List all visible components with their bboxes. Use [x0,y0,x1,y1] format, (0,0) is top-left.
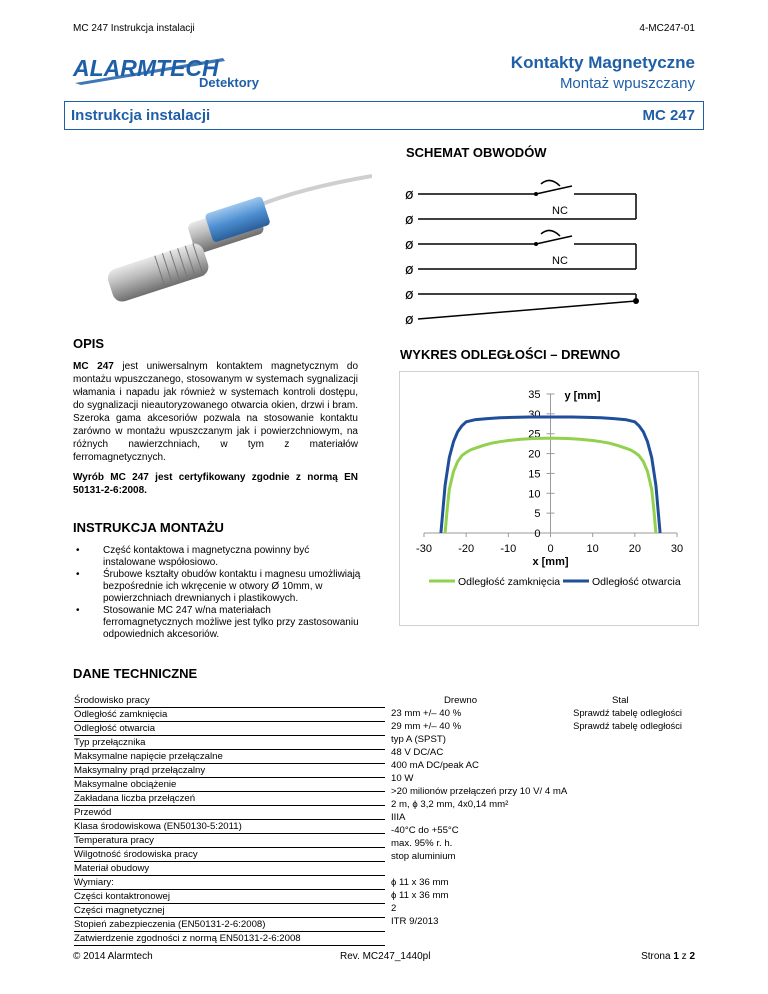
spec-value: ϕ 11 x 36 mm [391,890,449,901]
opis-certification: Wyrób MC 247 jest certyfikowany zgodnie z normą EN 50131-2-6:2008. [73,472,358,496]
distance-chart [399,371,699,626]
y-tick-label: 20 [528,448,541,461]
banner-right: MC 247 [642,107,695,124]
spec-value: max. 95% r. h. [391,838,453,849]
x-tick-label: 0 [547,543,554,555]
svg-text:ø: ø [405,187,414,203]
nc-label-2: NC [552,255,568,267]
stal-closing: Sprawdź tabelę odległości [573,707,682,718]
x-axis-label: x [mm] [532,556,569,568]
spec-label: Zakładana liczba przełączeń [74,792,385,806]
opis-product-name: MC 247 [73,361,114,372]
footer-page [641,951,695,962]
header-doc-name: MC 247 Instrukcja instalacji [73,23,195,34]
header-doc-code: 4-MC247-01 [639,23,695,34]
y-tick-label: 5 [534,508,541,521]
spec-value: IIIA [391,812,406,823]
spec-label: Stopień zabezpieczenia (EN50131-2-6:2008) [74,918,385,932]
alarmtech-logo [73,55,259,91]
footer-copyright: © 2014 Alarmtech [73,951,153,962]
dane-title: DANE TECHNICZNE [73,666,198,681]
footer-page-prefix: Strona [641,951,674,962]
y-tick-label: 30 [528,408,541,421]
svg-text:ø: ø [405,312,414,328]
spec-label: Maksymalne napięcie przełączalne [74,750,385,764]
x-tick-label: 10 [586,543,599,555]
legend-label: Odległość zamknięcia [458,576,561,588]
footer-page-number: 1 [673,951,679,962]
spec-value: ITR 9/2013 [391,916,439,927]
x-tick-label: -10 [500,543,517,555]
stal-opening: Sprawdź tabelę odległości [573,720,682,731]
spec-label: Zatwierdzenie zgodności z normą EN50131-2-6:2008 [74,932,385,946]
svg-text:ø: ø [405,212,414,228]
spec-label: Odległość otwarcia [74,722,385,736]
spec-value [391,863,701,876]
spec-label: Części magnetycznej [74,904,385,918]
spec-value: 48 V DC/AC [391,747,444,758]
y-tick-label: 15 [528,468,541,481]
montaz-item: • Część kontaktowa i magnetyczna powinny być instalowane współosiowo. [73,545,363,569]
spec-label: Środowisko pracy [74,694,385,708]
schema-title: SCHEMAT OBWODÓW [406,145,547,160]
legend-label: Odległość otwarcia [592,576,681,588]
spec-labels [74,694,385,946]
nc-label-1: NC [552,205,568,217]
svg-text:ø: ø [405,287,414,303]
spec-label: Maksymalny prąd przełączalny [74,764,385,778]
y-tick-label: 25 [528,428,541,441]
spec-value: typ A (SPST) [391,734,446,745]
y-axis-label: y [mm] [564,390,601,402]
y-tick-label: 35 [528,389,541,401]
spec-label: Wilgotność środowiska pracy [74,848,385,862]
logo-wordmark: ALARMTECH [73,55,219,81]
x-tick-label: -20 [458,543,475,555]
doc-title: Kontakty Magnetyczne [510,53,695,72]
spec-value: 23 mm +/– 40 % [391,708,462,719]
spec-label: Przewód [74,806,385,820]
spec-value: -40°C do +55°C [391,825,459,836]
opis-paragraph [73,360,358,464]
spec-value: 400 mA DC/peak AC [391,760,479,771]
spec-value: ϕ 11 x 36 mm [391,877,449,888]
spec-value: 2 [391,903,397,914]
banner-left: Instrukcja instalacji [71,107,211,124]
x-tick-label: -30 [416,543,432,555]
logo-subtitle: Detektory [199,75,259,90]
spec-label: Części kontaktronowej [74,890,385,904]
spec-label: Odległość zamknięcia [74,708,385,722]
spec-label: Wymiary: [74,876,385,890]
spec-value: 29 mm +/– 40 % [391,721,462,732]
spec-label: Typ przełącznika [74,736,385,750]
col-stal: Stal [612,695,629,706]
spec-label: Klasa środowiskowa (EN50130-5:2011) [74,820,385,834]
y-tick-label: 10 [528,488,541,501]
product-photo [72,146,372,326]
montaz-list [73,545,363,641]
spec-value: >20 milionów przełączeń przy 10 V/ 4 mA [391,786,568,797]
spec-label: Temperatura pracy [74,834,385,848]
spec-value: 2 m, ϕ 3,2 mm, 4x0,14 mm² [391,799,509,810]
spec-label: Maksymalne obciążenie [74,778,385,792]
montaz-item: • Śrubowe kształty obudów kontaktu i magnesu umożliwiają bezpośrednie ich wkręcenie w otwory Ø 10mm, w powierzchniach drewnianych i plastikowych. [73,569,363,605]
footer-page-of: z [678,951,690,962]
spec-value: stop aluminium [391,851,456,862]
doc-subtitle: Montaż wpuszczany [559,75,695,92]
svg-text:ø: ø [405,262,414,278]
montaz-item: • Stosowanie MC 247 w/na materiałach ferromagnetycznych możliwe jest tylko przy zastosowaniu odpowiednich akcesoriów. [73,605,363,641]
spec-label: Materiał obudowy [74,862,385,876]
x-tick-label: 30 [670,543,684,555]
footer-revision: Rev. MC247_1440pl [340,951,431,962]
col-drewno: Drewno [444,695,478,706]
circuit-diagram [400,178,650,328]
svg-text:ø: ø [405,237,414,253]
y-tick-label: 0 [534,528,541,540]
x-tick-label: 20 [628,543,641,555]
spec-value: 10 W [391,773,414,784]
opis-title: OPIS [73,336,105,351]
opis-text: jest uniwersalnym kontaktem magnetycznym do montażu wpuszczanego, stosowanym w systemach sygnalizacji włamania i napadu jak również w systemach kontroli dostępu, do sygnalizacji nieautoryzowanego otwarcia okien, drzwi i bram. Szeroka gama akcesoriów pozwala na stosowanie kontaktu zarówno w montażu wpuszczanym jak i powierzchniowym, na różnych nawierzchniach, w tym z materiałów ferromagnetycznych. [73,361,359,463]
montaz-title: INSTRUKCJA MONTAŻU [73,520,224,535]
footer-page-total: 2 [689,951,695,962]
title-banner [64,101,704,130]
chart-title: WYKRES ODLEGŁOŚCI – DREWNO [400,347,621,362]
